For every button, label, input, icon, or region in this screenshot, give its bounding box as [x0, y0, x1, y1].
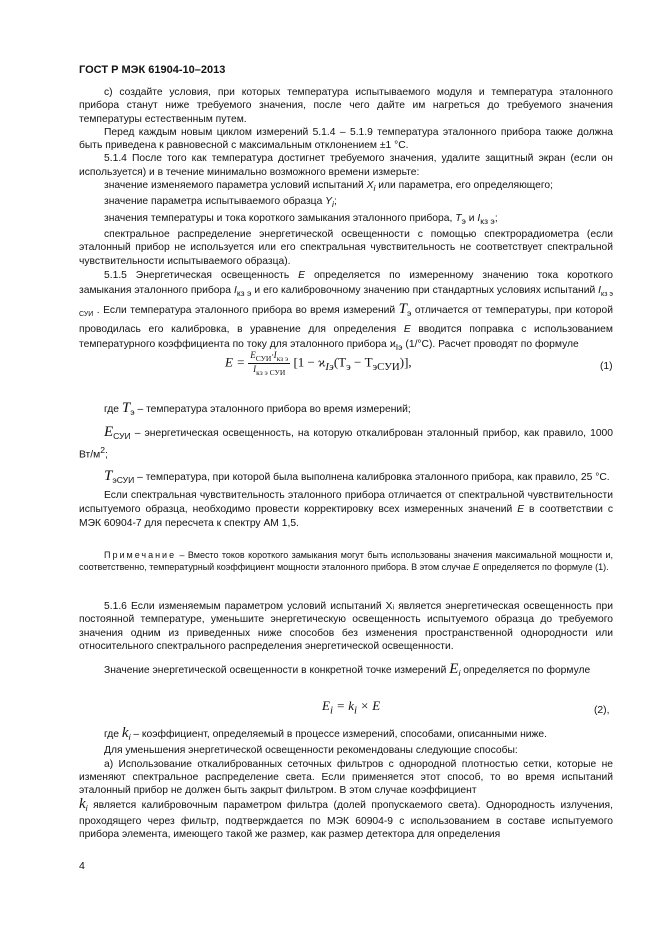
paragraph-5-1-5: 5.1.5 Энергетическая освещенность E определяется по измеренному значению тока короткого замыкания эталонного прибора $I_{кз э}$ и его калибровочному значению при стандартных условиях испытаний $I_{кз э СУИ}$ . Если температура эталонного прибора во время измерений $T_э$ отличается от температуры, при которой проводилась его калибровка, в уравнение для определения E вводится поправка с использованием температурного коэффициента по току для эталонного прибора $ϰ_{Iэ}$ (1/°С). Расчет проводят по формуле — [79, 270, 613, 353]
document-header: ГОСТ Р МЭК 61904-10–2013 — [79, 64, 226, 76]
section-5-1-6 — [79, 600, 613, 681]
paragraph-cycle: Перед каждым новым циклом измерений 5.1.4 – 5.1.9 температура эталонного прибора также должна быть приведена к равновесной с максимальным отклонением ±1 °С. — [79, 126, 613, 152]
page-number: 4 — [79, 860, 85, 872]
paragraph-method-a: а) Использование откалиброванных сеточных фильтров с однородной плотностью сетки, которые не изменяют спектральное распределение света. Если применяется этот способ, то во время испытаний эталонный прибор не должен быть закрыт фильтром. В этом случае коэффициент — [79, 758, 613, 797]
formula-2: $E_i = k_i \times E$ — [322, 698, 381, 717]
paragraph-point-value: Значение энергетической освещенности в конкретной точке измерений $E_i$ определяется по формуле — [104, 661, 591, 679]
formula-1: E = $\frac{E_{СУИ}\cdot I_{кз э}}{I_{кз э СУИ}}$ $[1 - ϰ_{Iэ}(T_э - T_{эСУИ})]$, — [225, 350, 412, 377]
paragraph-method-a-cont: $k_i$ является калибровочным параметром фильтра (долей пропускаемого света). Однородность излучения, проходящего через фильтр, подтверждается по МЭК 60904-9 с использованием в составе испытуемого прибора элемента, имеющего такой же размер, как размер детектора для определения — [79, 795, 613, 841]
measure-item-spectrum: спектральное распределение энергетической освещенности с помощью спектрорадиометра (если эталонный прибор не используется или его спектральная чувствительность не соответствует спектральной чувствительности испытываемого образца). — [79, 229, 613, 267]
where-block — [79, 401, 613, 531]
measure-item-x: значение изменяемого параметра условий испытаний $X_i$ или параметра, его определяющего; — [104, 180, 553, 194]
where-tsui: $T_{эСУИ}$ – температура, при которой была выполнена калибровка эталонного прибора, как правило, 25 °С. — [104, 467, 610, 485]
formula-1-fraction: $\frac{E_{СУИ}\cdot I_{кз э}}{I_{кз э СУИ}}$ — [250, 350, 289, 377]
measure-item-temp: значения температуры и тока короткого замыкания эталонного прибора, $T_э$ и $I_{кз э}$; — [104, 212, 498, 226]
formula-2-number: (2), — [594, 705, 610, 716]
paragraph-methods: Для уменьшения энергетической освещенности рекомендованы следующие способы: — [104, 745, 518, 757]
paragraph-c: c) создайте условия, при которых температура испытываемого модуля и температура эталонного прибора станут ниже требуемого значения, после чего дайте им нагреться до требуемого значения температуры естественным путем. — [79, 87, 613, 125]
formula-1-number: (1) — [600, 361, 613, 372]
note-label: Примечание — [104, 550, 177, 560]
where-t: где $T_э$ – температура эталонного прибора во время измерений; — [104, 400, 411, 418]
paragraph-5-1-4: 5.1.4 После того как температура достигнет требуемого значения, удалите защитный экран (если он используется) и в течение минимально возможного времени измерьте: — [79, 153, 613, 178]
methods-block — [79, 727, 613, 841]
paragraph-spectral: Если спектральная чувствительность эталонного прибора отличается от спектральной чувствительности испытуемого образца, необходимо провести корректировку всех измеренных значений E в соответствии с МЭК 60904-7 для пересчета к спектру АМ 1,5. — [79, 489, 613, 529]
measure-item-y: значение параметра испытываемого образца $Y_i$; — [104, 196, 337, 210]
intro-block — [79, 86, 613, 355]
note-block: Примечание – Вместо токов короткого замыкания могут быть использованы значения максимальной мощности и, соответственно, температурный коэффициент мощности эталонного прибора. В этом случае E определяется по формуле (1). — [79, 550, 613, 572]
paragraph-5-1-6: 5.1.6 Если изменяемым параметром условий испытаний Xᵢ является энергетическая освещенность при постоянной температуре, уменьшите энергетическую освещенность испытуемого образца до требуемого значения одним из приведенных ниже способов без изменения пространственной однородности или относительного спектрального распределения энергетической освещенности. — [79, 601, 613, 652]
where-esui: $E_{СУИ}$ – энергетическая освещенность, на которую откалиброван эталонный прибор, как правило, 1000 $Вт/м^2$; — [79, 424, 613, 461]
where-k: где $k_i$ – коэффициент, определяемый в процессе измерений, способами, описанными ниже. — [104, 725, 547, 743]
